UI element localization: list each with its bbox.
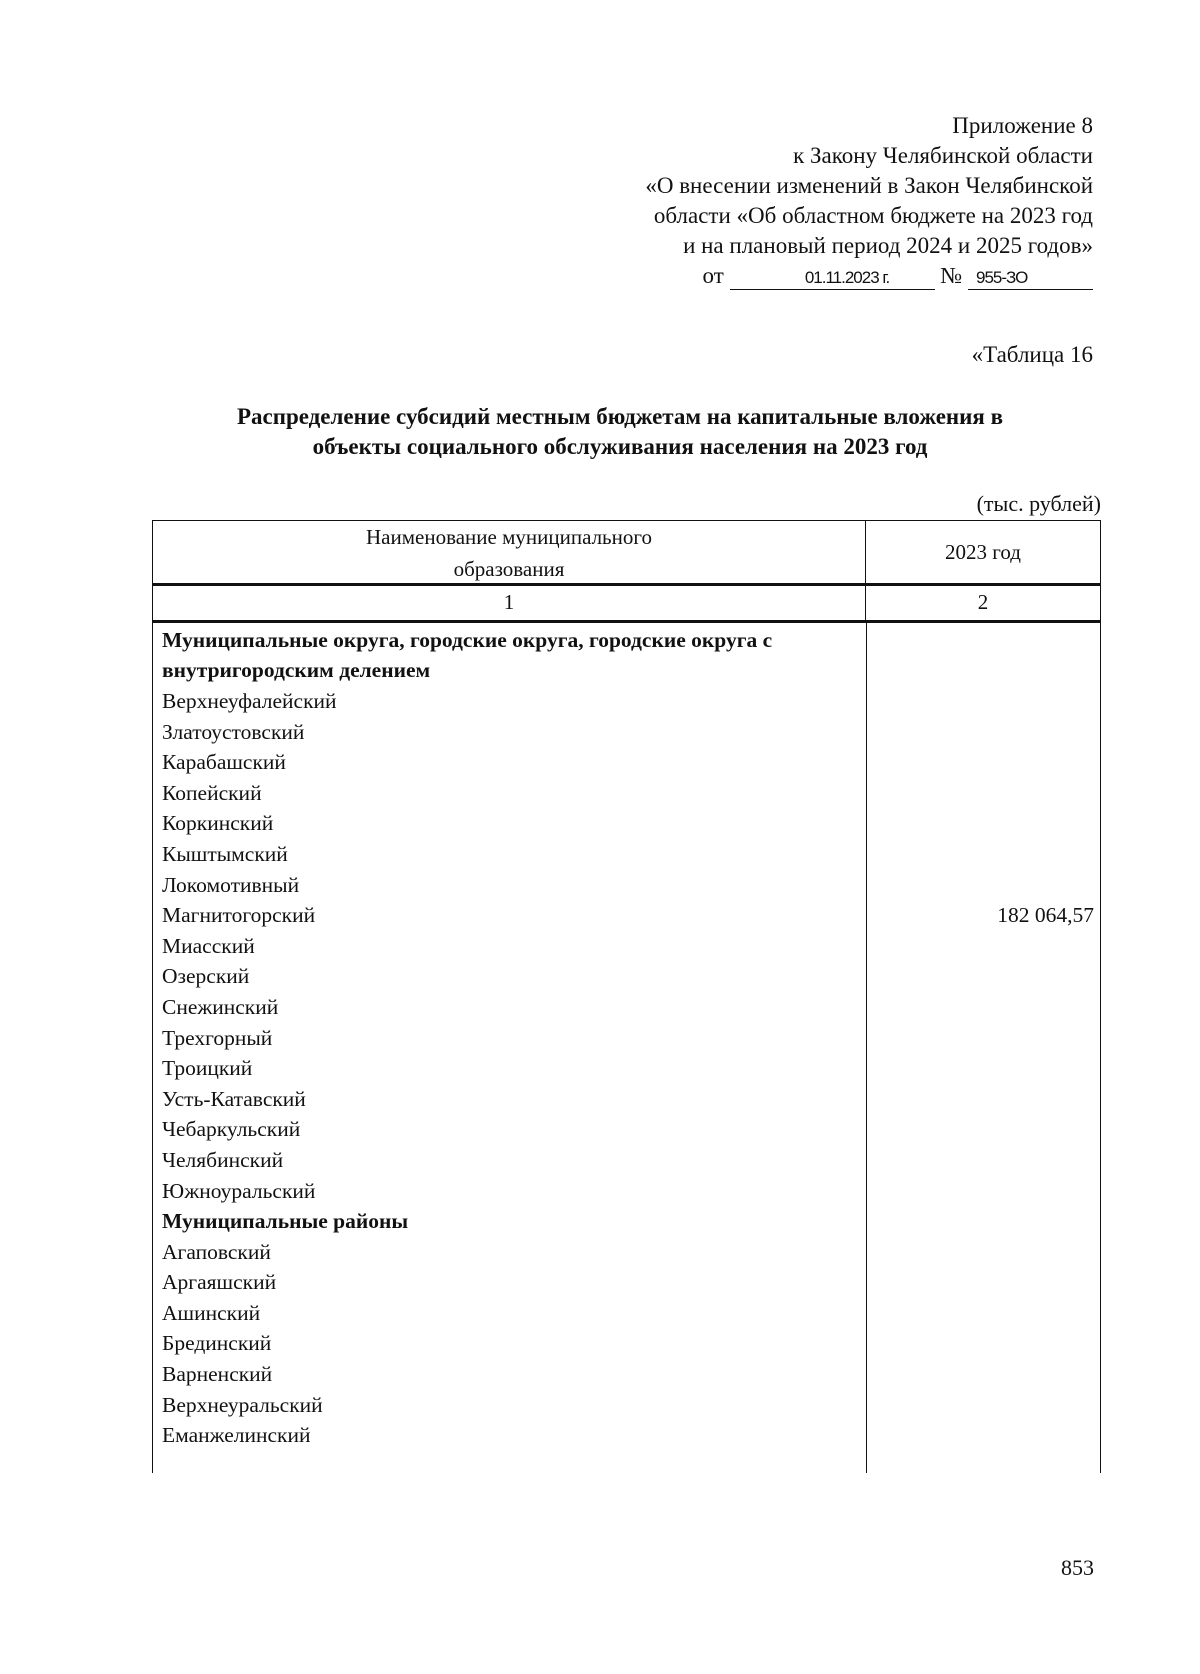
municipality-name: Копейский (162, 780, 262, 805)
page-number: 853 (1061, 1555, 1094, 1580)
municipality-name: Локомотивный (162, 872, 300, 897)
group-name: Муниципальные округа, городские округа, городские округа с внутригородским делением (162, 628, 773, 682)
municipality-name: Варненский (162, 1362, 273, 1387)
subsidy-value: 182 064,57 (997, 903, 1094, 928)
table-row (162, 839, 1102, 870)
table-row (162, 1390, 1102, 1421)
municipality-name: Трехгорный (162, 1025, 273, 1050)
table-row (162, 900, 1102, 931)
municipality-name: Миасский (162, 933, 255, 958)
table-row (162, 870, 1102, 901)
municipality-name: Карабашский (162, 750, 286, 775)
table-body (152, 623, 1101, 1473)
appendix-line-1: Приложение 8 (952, 113, 1093, 138)
table-row (162, 1053, 1102, 1084)
municipality-name: Озерский (162, 964, 250, 989)
table-row (162, 808, 1102, 839)
appendix-line-2: к Закону Челябинской области (793, 143, 1093, 168)
column-number-1: 1 (153, 586, 866, 620)
table-row (162, 747, 1102, 778)
appendix-header (645, 111, 1093, 291)
title-line-2: объекты социального обслуживания населения на 2023 год (312, 434, 928, 459)
municipality-name: Троицкий (162, 1056, 253, 1081)
municipality-name: Южноуральский (162, 1178, 316, 1203)
municipality-name: Челябинский (162, 1147, 284, 1172)
table-row (162, 1145, 1102, 1176)
law-reference-line (645, 261, 1093, 291)
header-municipality-text: Наименование муниципального образования (366, 525, 652, 581)
table-group-row (162, 625, 1102, 686)
table-group-row (162, 1206, 1102, 1237)
header-municipality (153, 521, 866, 583)
subsidy-table (152, 520, 1101, 1473)
municipality-name: Златоустовский (162, 719, 305, 744)
table-rows (162, 625, 1102, 1451)
table-row (162, 931, 1102, 962)
municipality-name: Чебаркульский (162, 1117, 301, 1142)
municipality-name: Брединский (162, 1331, 272, 1356)
law-number: 955-ЗО (968, 267, 1093, 290)
column-numbers-row (152, 583, 1101, 623)
table-row (162, 961, 1102, 992)
header-year: 2023 год (945, 540, 1021, 564)
municipality-name: Верхнеуральский (162, 1392, 323, 1417)
law-date: 01.11.2023 г. (730, 267, 935, 290)
number-label: № (940, 263, 963, 288)
municipality-name: Усть-Катавский (162, 1086, 306, 1111)
table-header (152, 520, 1101, 583)
municipality-name: Аргаяшский (162, 1270, 277, 1295)
table-caption: «Таблица 16 (971, 342, 1093, 367)
appendix-line-5: и на плановый период 2024 и 2025 годов» (683, 233, 1093, 258)
table-row (162, 778, 1102, 809)
municipality-name: Магнитогорский (162, 903, 316, 928)
table-row (162, 992, 1102, 1023)
table-row (162, 1176, 1102, 1207)
table-row (162, 1359, 1102, 1390)
municipality-name: Снежинский (162, 994, 279, 1019)
appendix-line-4: области «Об областном бюджете на 2023 год (653, 203, 1093, 228)
municipality-name: Ашинский (162, 1300, 261, 1325)
table-row (162, 1114, 1102, 1145)
table-row (162, 1084, 1102, 1115)
group-name: Муниципальные районы (162, 1209, 409, 1234)
municipality-name: Еманжелинский (162, 1423, 311, 1448)
municipality-name: Кыштымский (162, 841, 288, 866)
table-row (162, 1328, 1102, 1359)
title-line-1: Распределение субсидий местным бюджетам на капитальные вложения в (236, 404, 1004, 429)
column-number-2: 2 (977, 590, 989, 614)
table-row (162, 1267, 1102, 1298)
from-label: от (702, 263, 724, 288)
appendix-line-3: «О внесении изменений в Закон Челябинской (645, 173, 1093, 198)
table-row (162, 1298, 1102, 1329)
table-row (162, 686, 1102, 717)
table-row (162, 1420, 1102, 1451)
municipality-name: Агаповский (162, 1239, 271, 1264)
municipality-name: Верхнеуфалейский (162, 689, 337, 713)
municipality-name: Коркинский (162, 811, 274, 836)
table-row (162, 1023, 1102, 1054)
document-title (150, 402, 1090, 462)
units-label: (тыс. рублей) (976, 491, 1101, 516)
table-row (162, 1237, 1102, 1268)
table-row (162, 717, 1102, 748)
